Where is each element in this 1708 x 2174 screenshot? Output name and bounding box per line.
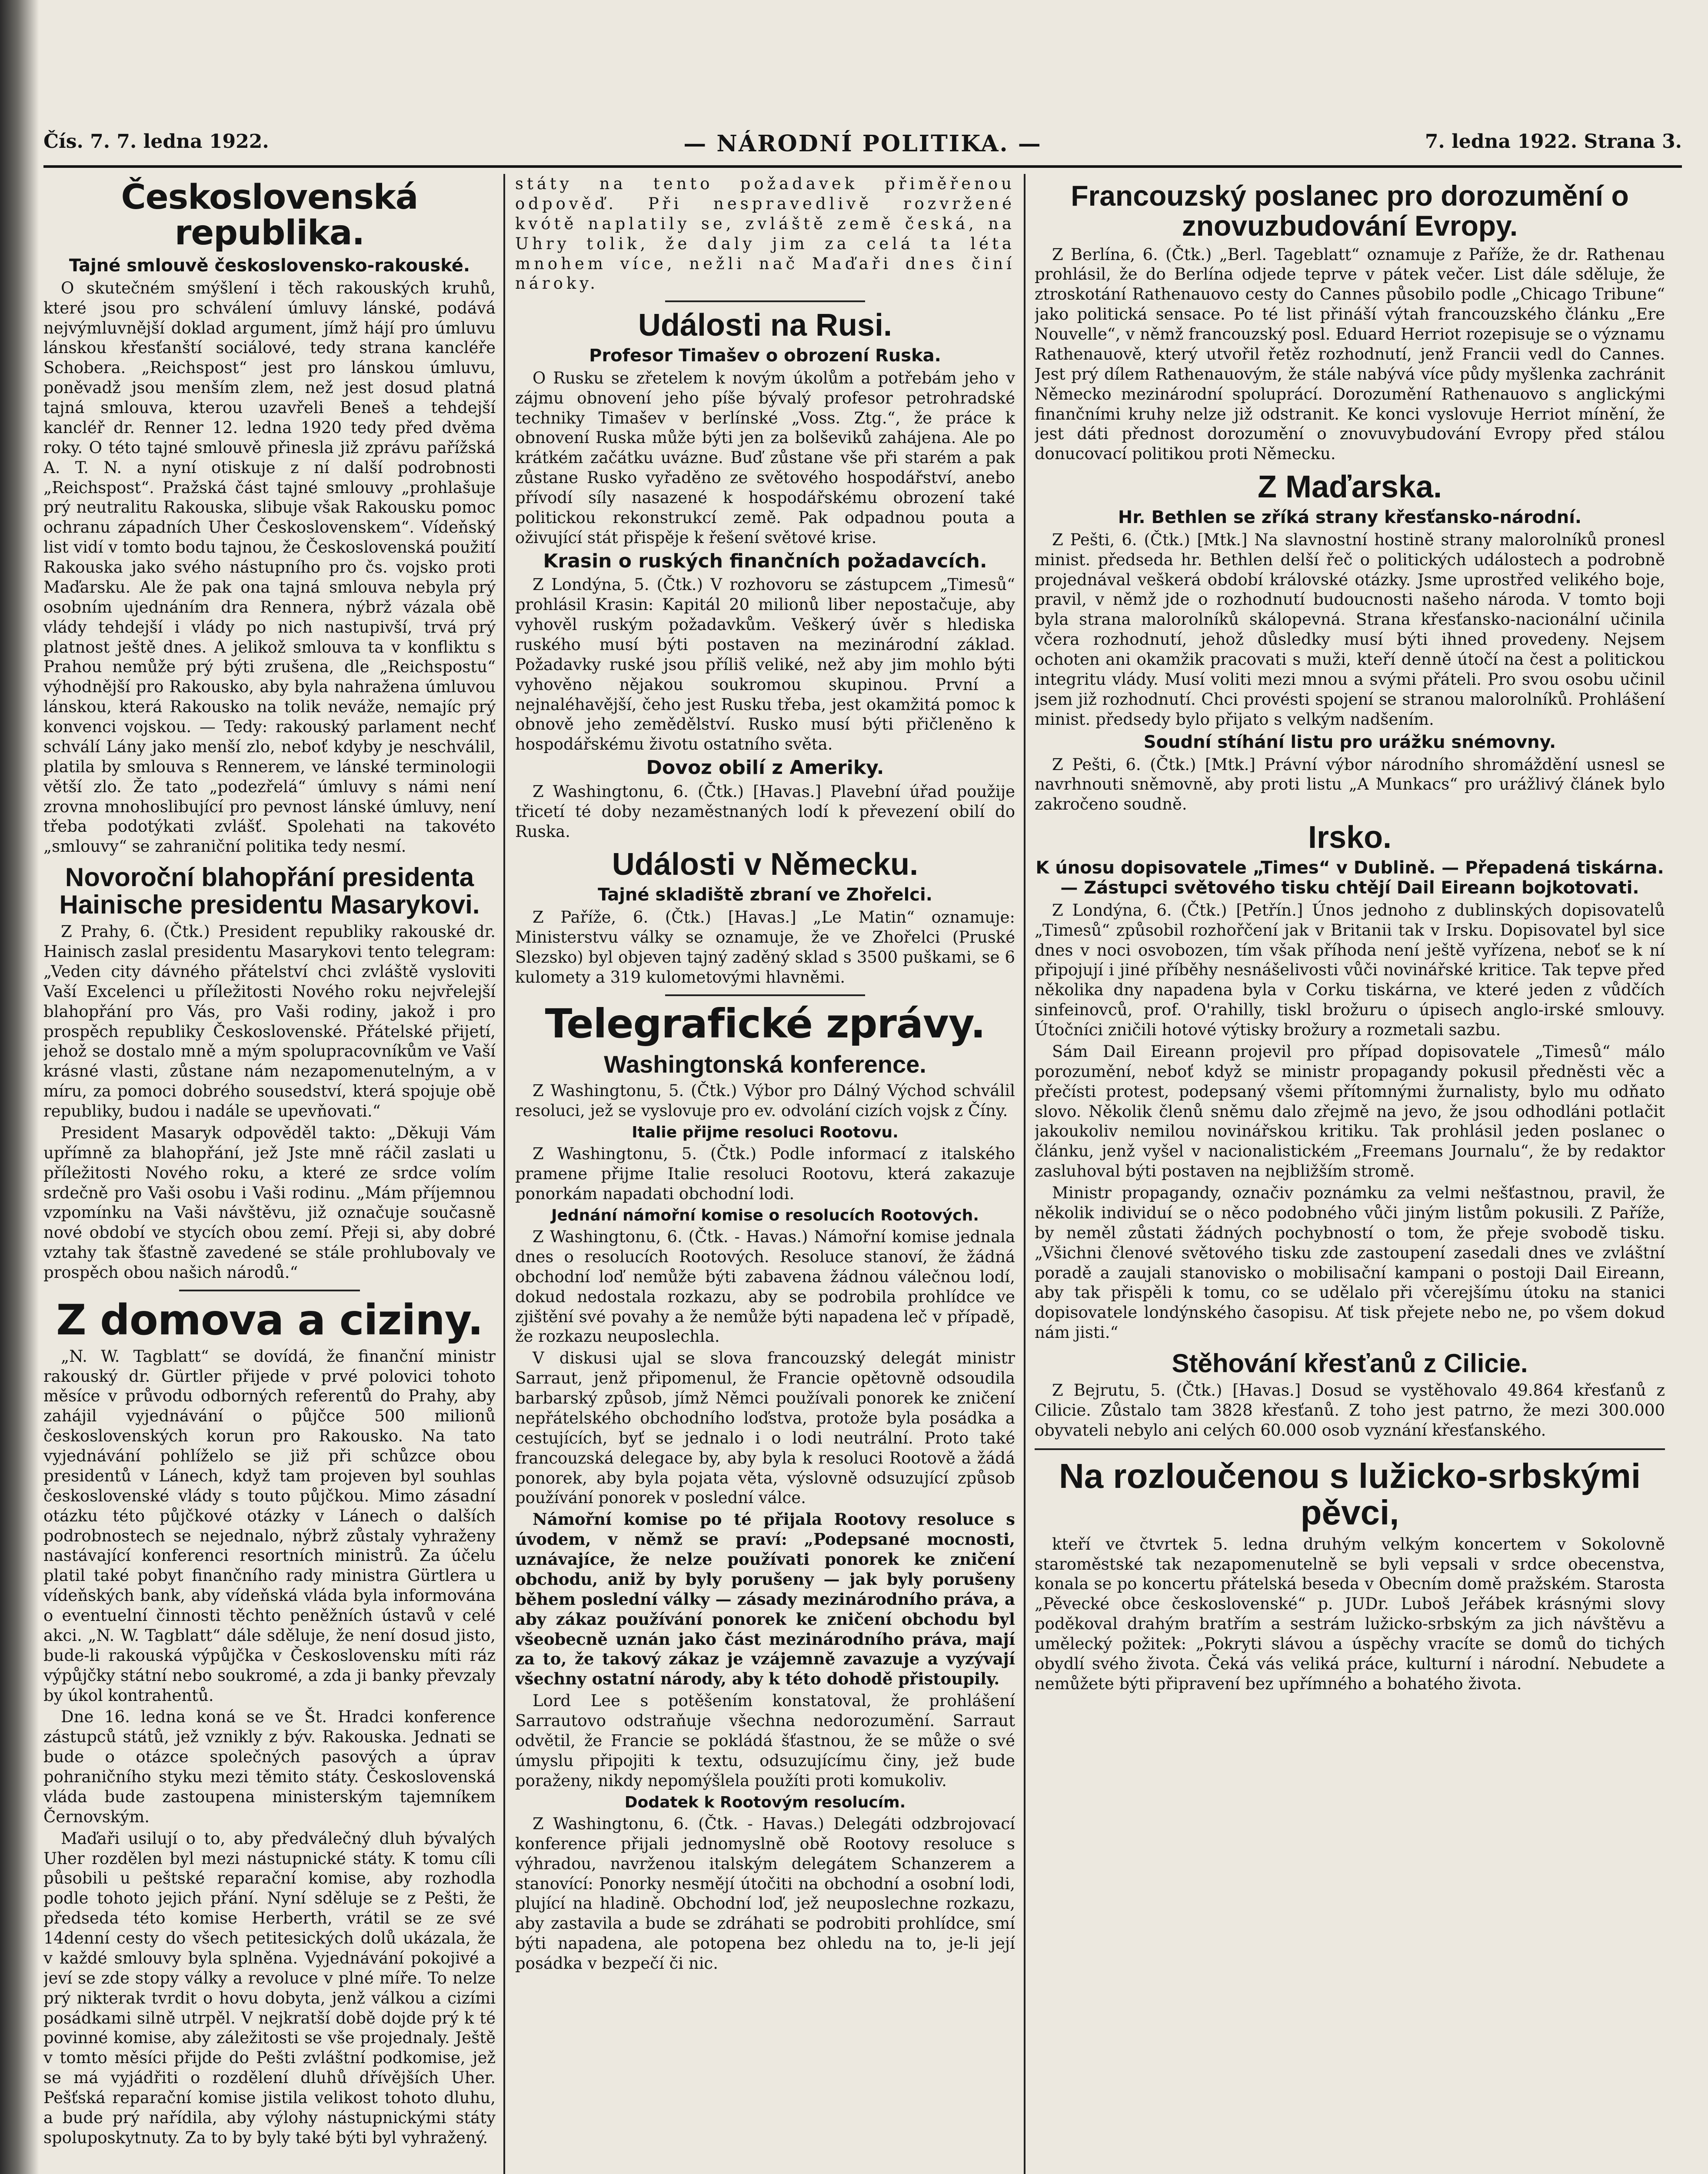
- article-text: Lord Lee s potěšením konstatoval, že prohlášení Sarrautovo odstraňuje všechna nedorozumění. Sarraut odvětil, že Francie se pokládá šťastnou, že se může o své úmyslu připojiti k textu, odsuzujícímu činy, jež bude poraženy, nikdy nepomýšlela použíti proti komukoliv.: [515, 1691, 1015, 1790]
- article-text: Z Londýna, 5. (Čtk.) V rozhovoru se zástupcem „Timesů“ prohlásil Krasin: Kapitál 20 milionů liber nepostačuje, aby vyhověl ruským požadavkům. Veškerý úvěr s hlediska ruského musí býti postaven na mezinárodní základ. Požadavky ruské jsou příliš veliké, než aby jim mohlo býti vyhověno nějakou soukromou skupinou. První a nejnaléhavější, čeho jest Rusku třeba, jest okamžitá pomoc k obnově jeho zemědělství. Rusko musí býti přičleněno k hospodářskému životu ostatního světa.: [515, 575, 1015, 754]
- article-text: Z Paříže, 6. (Čtk.) [Havas.] „Le Matin“ oznamuje: Ministerstvu války se oznamuje, že ve Zhořelci (Pruské Slezsko) byl objeven tajný zaděný sklad s 3500 puškami, se 6 kulomety a 319 kulometovými hlavněmi.: [515, 908, 1015, 987]
- article-text: Maďaři usilují o to, aby předválečný dluh bývalých Uher rozdělen byl mezi nástupnické státy. K tomu cíli působili u peštské reparační komise, aby rozhodla podle tohoto jejich přání. Nyní sděluje se z Pešti, že předseda této komise Herberth, vrátil se ze své 14denní cesty do všech petitesických dolů ukázala, že v každé smlouvy byla splněna. Vyjednávání pokojivé a jeví se zde stopy války a revoluce v plné míře. To nelze prý nikterak tvrdit o hovu dobyta, jenž válkou a cizími posádkami silně utrpěl. V nejkratší době dojde prý k té povinné komise, aby záležitosti se vše projednaly. Ještě v tomto měsíci přijde do Pešti zvláštní podkomise, jež se má vyjádřiti o rozdělení dluhů dřívějších Uher. Pešťská reparační komise jistila velikost tohoto dluhu, a bude prý nařídila, aby výlohy nástupnickými státy spoluposkytnuty. Za to by byly také býti byl vyhražený.: [43, 1829, 496, 2147]
- article-heading: Washingtonská konference.: [604, 1050, 926, 1078]
- subheading: Dodatek k Rootovým resolucím.: [624, 1793, 906, 1811]
- article-text: Z Washingtonu, 5. (Čtk.) Podle informací z italského pramene přijme Italie resoluci Rootovu, která zakazuje ponorkám napadati obchodní lodi.: [515, 1144, 1015, 1203]
- divider: [665, 994, 865, 996]
- subheading: K únosu dopisovatele „Times“ v Dublině. — Přepadená tiskárna. — Zástupci světového tisku chtějí Dail Eireann bojkotovati.: [1035, 857, 1664, 898]
- article-text: Z Washingtonu, 6. (Čtk. - Havas.) Námořní komise jednala dnes o resolucích Rootových. Resoluce stanoví, že žádná obchodní loď nemůže býti zabavena žádnou válečnou lodí, dokud nedostala rozkazu, aby se podrobila prohlídce ve zjištění své povahy a že nemůže býti napadena leč v případě, že rozkazu neuposlechla.: [515, 1227, 1015, 1346]
- article-text: O Rusku se zřetelem k novým úkolům a potřebám jeho v zájmu obnovení jeho píše bývalý profesor petrohradské techniky Timašev v berlínské „Voss. Ztg.“, že práce k obnovení Ruska může býti jen za bolševiků zahájena. Ale po krátkém začátku uvázne. Buď zůstane vše při starém a pak zůstane Rusko vyřaděno ze světového hospodářství, anebo přívodí síly nasazené k hospodářskému obrození také politickou rekonstrukcí země. Pak odpadnou pouta a oživující stát přispěje k řešení světové krise.: [515, 368, 1015, 547]
- page-edge-shadow: [0, 0, 39, 2174]
- article-text: Z Pešti, 6. (Čtk.) [Mtk.] Právní výbor národního shromáždění usnesl se navrhnouti sněmovně, aby proti listu „A Munkacs“ pro urážlivý článek bylo zakročeno soudně.: [1035, 755, 1665, 814]
- article-text: V diskusi ujal se slova francouzský delegát ministr Sarraut, jenž připomenul, že Francie opětovně odsoudila barbarský způsob, jímž Němci používali ponorek ke zničení nepřátelského obchodního loďstva, protože byla posádka a cestujících, byť se jednalo i o lodi neutrální. Proto také francouzská delegace by, aby byla k resoluci Rootově a žádá ponorek, aby byla pojata věta, výslovně odsuzující způsob používání ponorek v poslední válce.: [515, 1349, 1015, 1507]
- article-text: Ministr propagandy, označiv poznámku za velmi nešťastnou, pravil, že několik individuí se o něco podobného vůči jiným listům pokusili. Z Paříže, by neměl zůstati žádných pochybností o tom, že přeje svobodě tisku. „Všichni členové světového tisku zde zastoupení zasedali dnes ve zvláštní poradě a zaujali stanovisko o mobilisační kampani o postoji Dail Eireann, aby tak přispěli k tomu, co se udělalo při včerejšímu útoku na stanici dopisovatele londýnského časopisu. Ať tisk přejete nebo ne, po všem dokud nám jisti.“: [1035, 1184, 1665, 1342]
- section-heading: Československá republika.: [121, 178, 418, 253]
- article-text: President Masaryk odpověděl takto: „Děkuji Vám upřímně za blahopřání, jež Jste mně ráčil zaslati u příležitosti Nového roku, a které ze srdce volím srdečně pro Vaši osobu i Vaši rodinu. „Mám příjemnou vzpomínku na Vaši návštěvu, již označuje současně nové období ve stycích obou zemí. Přeji si, aby dobré vztahy tak šťastně zavedené se stále prohlubovaly ve prospěch obou našich národů.“: [43, 1123, 496, 1282]
- article-text: Z Prahy, 6. (Čtk.) President republiky rakouské dr. Hainisch zaslal presidentu Masarykovi tento telegram: „Veden city dávného přátelství chci zvláště vysloviti Vaší Excelenci u příležitosti Nového roku nejvřelejší blahopřání pro Vás, pro Vaši rodiny, jakož i pro prospěch republiky Československé. Přátelské přijetí, jehož se dostalo mně a mým spolupracovníkům ve Vaší krásné vlasti, zůstane nám nezapomenutelným, a v míru, za pomoci dobrého sousedství, která spojuje obě republiky, budou i nadále se upevňovati.“: [43, 922, 496, 1121]
- article-text: „N. W. Tagblatt“ se dovídá, že finanční ministr rakouský dr. Gürtler přijede v prvé polovici tohoto měsíce v průvodu odborných referentů do Prahy, aby zahájil vyjednávání o půjčce 500 milionů československých korun pro Rakousko. Na tato vyjednávání pohlíželo se již při schůzce obou presidentů v Lánech, když tam projeven byl souhlas československé vlády s touto půjčkou. Mimo zásadní otázku této půjčkové otázky v Lánech o dalších podrobnostech se nejednalo, nýbrž zůstaly vyhraženy nastávající konferenci resortních ministrů. Za účelu platil také pobyt finančního rady ministra Gürtlera u vídeňských bank, aby vídeňská vláda byla informována o eventuelní činnosti těchto peněžních ústavů v celé akci. „N. W. Tagblatt“ dále sděluje, že není dosud jisto, bude-li rakouská výpůjčka v Československu míti ráz výpůjčky státní nebo soukromé, a zda ji banky převzaly by úkol kontrahentů.: [43, 1347, 496, 1705]
- section-heading: Irsko.: [1308, 820, 1392, 855]
- column-separator: [503, 174, 505, 2174]
- divider: [665, 300, 865, 302]
- masthead: — NÁRODNÍ POLITIKA. —: [683, 130, 1042, 157]
- article-heading: Dovoz obilí z Ameriky.: [646, 757, 884, 779]
- subheading: Jednání námořní komise o resolucích Rootových.: [551, 1206, 979, 1224]
- article-heading: Tajné skladiště zbraní ve Zhořelci.: [598, 885, 932, 905]
- article-heading: Krasin o ruských finančních požadavcích.: [543, 550, 987, 572]
- column-separator: [1024, 174, 1025, 2174]
- divider: [179, 1290, 360, 1291]
- article-text: Z Pešti, 6. (Čtk.) [Mtk.] Na slavnostní hostině strany malorolníků pronesl minist. předseda hr. Bethlen delší řeč o politických událostech a podrobně projednával veškerá období královské otázky. Jsme uprostřed velikého boje, pravil, v němž jde o rozhodnutí budoucnosti našeho národa. V tomto boji byla strana malorolníků skálopevná. Strana křesťansko-nacionální učinila včera rozhodnutí, jehož důsledky musí býti ihned provedeny. Nejsem ochoten ani okamžik pracovati s muži, kteří denně útočí na čest a politickou integritu vlády. Musí voliti mezi mnou a svými přáteli. Pro svou osobu učinil jsem již rozhodnutí. Chci provésti spojení se stranou malorolníků. Prohlášení minist. předsedy bylo přijato s velkým nadšením.: [1035, 530, 1665, 729]
- page-number: 7. ledna 1922. Strana 3.: [1425, 130, 1682, 153]
- section-heading: Události v Německu.: [612, 847, 919, 882]
- section-heading: Telegrafické zprávy.: [545, 1000, 986, 1047]
- section-heading: Na rozloučenou s lužicko-srbskými pěvci,: [1059, 1456, 1641, 1532]
- article-text: státy na tento požadavek přiměřenou odpověď. Při nespravedlivě rozvržené kvótě naplatily se, zvláště země česká, na Uhry tolik, že daly jim za celá ta léta mnohem více, nežli nač Maďaři dnes činí nároky.: [515, 174, 1015, 293]
- article-text: Z Washingtonu, 6. (Čtk. - Havas.) Delegáti odzbrojovací konference přijali jednomyslně obě Rootovy resoluce s výhradou, navrženou italským delegátem Schanzerem a stanovící: Ponorky nesmějí útočiti na obchodní a osobní lodi, plující na hladině. Obchodní loď, jež neuposlechne rozkazu, aby zastavila a bude se zdráhati se podrobiti prohlídce, smí býti napadena, ale potopena bez ohledu na to, je-li její posádka v bezpečí či nic.: [515, 1814, 1015, 1973]
- article-text: O skutečném smýšlení i těch rakouských kruhů, které jsou pro schválení úmluvy lánské, podává nejvýmluvnější doklad argument, jímž hájí pro úmluvu lánskou křesťanští sociálové, tedy strana kancléře Schobera. „Reichspost“ jest pro lánskou úmluvu, poněvadž jsou menším zlem, než jest dosud platná tajná smlouva, kterou uzavřeli Beneš a tehdejší kancléř dr. Renner 12. ledna 1920 tedy před dvěma roky. O této tajné smlouvě přinesla již zprávu pařížská A. T. N. a nyní otiskuje z ní další podrobnosti „Reichspost“. Pražská část tajné smlouvy „prohlašuje prý neutralitu Rakouska, slibuje však Rakousku pomoc ochranu západních Uher Československem“. Vídeňský list vidí v tomto bodu tajnou, že Československá použití Rakouska jako svého nástupního pro čs. vojsko proti Maďarsku. Ale že pak ona tajná smlouva nebyla prý osobním ujednáním dra Rennera, nýbrž vázala obě vlády tehdejší i vlády po nich nastupivší, trvá prý platnost ještě dnes. A jelikož smlouva ta v konfliktu s Prahou nemůže prý býti zrušena, dle „Reichspostu“ výhodnější pro Rakousko, aby byla nahražena úmluvou lánskou, která Rakousko na tolik neváže, nemajíc prý konvenci vojskou. — Tedy: rakouský parlament nechť schválí Lány jako menší zlo, neboť kdyby je neschválil, platila by smlouva s Rennerem, ve lánské terminologii větší zlo. Že tato „podezřelá“ úmluvy s námi není zrovna mnohoslibující pro pevnost lánské úmluvy, není třeba podotýkati zvlášť. Spolehati na takovéto „smlouvy“ se zahraniční politika tedy nesmí.: [43, 278, 496, 856]
- section-heading: Události na Rusi.: [638, 308, 892, 343]
- article-heading: Novoroční blahopřání presidenta Hainische presidentu Masarykovi.: [59, 863, 480, 920]
- subheading: Soudní stíhání listu pro urážku snémovny.: [1143, 732, 1556, 752]
- page-header: [43, 130, 1682, 161]
- article-text: Z Washingtonu, 5. (Čtk.) Výbor pro Dálný Východ schválil resoluci, jež se vyslovuje pro ev. odvolání cizích vojsk z Číny.: [515, 1081, 1015, 1120]
- header-rule: [43, 165, 1682, 168]
- article-text: Z Berlína, 6. (Čtk.) „Berl. Tageblatt“ oznamuje z Paříže, že dr. Rathenau prohlásil, že do Berlína odjede teprve v pátek večer. List dále sděluje, že ztroskotání Rathenauovo cesty do Cannes působilo podle „Chicago Tribune“ jako politická sensace. Po té list přináší výtah francouzského článku „Ere Nouvelle“, v němž francouzský posl. Eduard Herriot rozepisuje se o významu Rathenauově, který utvořil řetěz rozhodnutí, jenž Francii vedl do Cannes. Jest prý dílem Rathenauovým, že stále nabývá více půdy myšlenka zachránit Německo mezinárodní spoluprácí. Dorozumění Rathenauovo s anglickými finančními kruhy nelze již odstranit. Ke konci vyslovuje Herriot mínění, že jest dáti přednost dorozumění o znovuvybudování Evropy před stálou donucovací politikou proti Německu.: [1035, 245, 1665, 463]
- article-heading: Stěhování křesťanů z Cilicie.: [1172, 1349, 1528, 1378]
- article-text: kteří ve čtvrtek 5. ledna druhým velkým koncertem v Sokolovně staroměstské tak nezapomenutelně se byli vepsali v srdce obecenstva, konala se po koncertu přátelská beseda v Obecním domě pražském. Starosta „Pěvecké obce československé“ p. JUDr. Luboš Jeřábek krásnými slovy poděkoval drahým bratřím a sestrám lužicko-srbským za jich návštěvu a umělecký požitek: „Pokryti slávou a úspěchy vracíte se domů do tichých obydlí svého života. Čeká vás veliká práce, kulturní i národní. Nebudete a nemůžete býti připravení bez upřímného a bohatého života.: [1035, 1534, 1665, 1693]
- divider: [1035, 1448, 1665, 1450]
- article-text: Z Bejrutu, 5. (Čtk.) [Havas.] Dosud se vystěhovalo 49.864 křesťanů z Cilicie. Zůstalo tam 3828 křesťanů. Z toho jest patrno, že mezi 300.000 obyvateli nebylo ani celých 60.000 osob vyznání křesťanského.: [1035, 1381, 1665, 1440]
- article-heading: Profesor Timašev o obrození Ruska.: [589, 345, 941, 366]
- article-text: Dne 16. ledna koná se ve Št. Hradci konference zástupců států, jež vznikly z býv. Rakouska. Jednati se bude o otázce společných pasových a úprav pohraničního styku mezi těmito státy. Československá vláda bude zastoupena ministerským tajemníkem Černovským.: [43, 1707, 496, 1826]
- issue-date: Čís. 7. 7. ledna 1922.: [43, 130, 269, 153]
- column-2: [515, 174, 1015, 2174]
- section-heading: Francouzský poslanec pro dorozumění o znovuzbudování Evropy.: [1071, 180, 1629, 242]
- article-text: Z Londýna, 6. (Čtk.) [Petřín.] Únos jednoho z dublinských dopisovatelů „Timesů“ způsobil rozhořčení jak v Britanii tak v Irsku. Dopisovatel byl sice dnes v noci osvobozen, tím však příhoda není ještě vyřízena, neboť se k ní připojují i jiné příběhy nesnášelivosti vůči novinářské kritice. Tak tepve před několika dny napadena byla v Corku tiskárna, ve které jeden z vůdčích sinfeinovců, prof. O'rahilly, tiskl brožuru o úpisech anglo-irské smlouvy. Útočníci zničili hotové výtisky brožury a rozmetali sazbu.: [1035, 900, 1665, 1040]
- section-heading: Z domova a ciziny.: [56, 1295, 483, 1344]
- article-text: Sám Dail Eireann projevil pro případ dopisovatele „Timesů“ málo porozumění, neboť když se ministr propagandy pokusil předněsti věc a přečísti protest, podepsaný všemi přítomnými žurnalisty, bylo mu odňato slovo. Několik členů sněmu dalo zřejmě na jevo, že jsou odhodláni potlačit jakoukoliv nemilou novinářskou kritiku. Tak prohlásil jeden poslanec o článku, jenž vyšel v nacionalistickém „Freemans Journalu“, že by redaktor zasluhoval býti postaven na nejbližším stromě.: [1035, 1042, 1665, 1181]
- article-text: Z Washingtonu, 6. (Čtk.) [Havas.] Plavební úřad použije třicetí té doby nezaměstnaných lodí k převezení obilí do Ruska.: [515, 782, 1015, 841]
- article-heading: Tajné smlouvě československo-rakouské.: [69, 255, 470, 276]
- column-3: [1035, 174, 1665, 2174]
- section-heading: Z Maďarska.: [1258, 470, 1442, 505]
- column-1: [43, 174, 496, 2174]
- article-text: Námořní komise po té přijala Rootovy resoluce s úvodem, v němž se praví: „Podepsané mocnosti, uznávajíce, že nelze používati ponorek ke zničení obchodu, aniž by byly porušeny — jak byly porušeny během poslední války — zásady mezinárodního práva, a aby zákaz používání ponorek ke zničení obchodu byl všeobecně uznán jako část mezinárodního práva, mají za to, že takový zákaz je vzájemně zavazuje a vyzývají všechny ostatní národy, aby k této dohodě přistoupily.: [515, 1510, 1015, 1689]
- subheading: Hr. Bethlen se zříká strany křesťansko-národní.: [1118, 507, 1582, 527]
- subheading: Italie přijme resoluci Rootovu.: [632, 1123, 899, 1141]
